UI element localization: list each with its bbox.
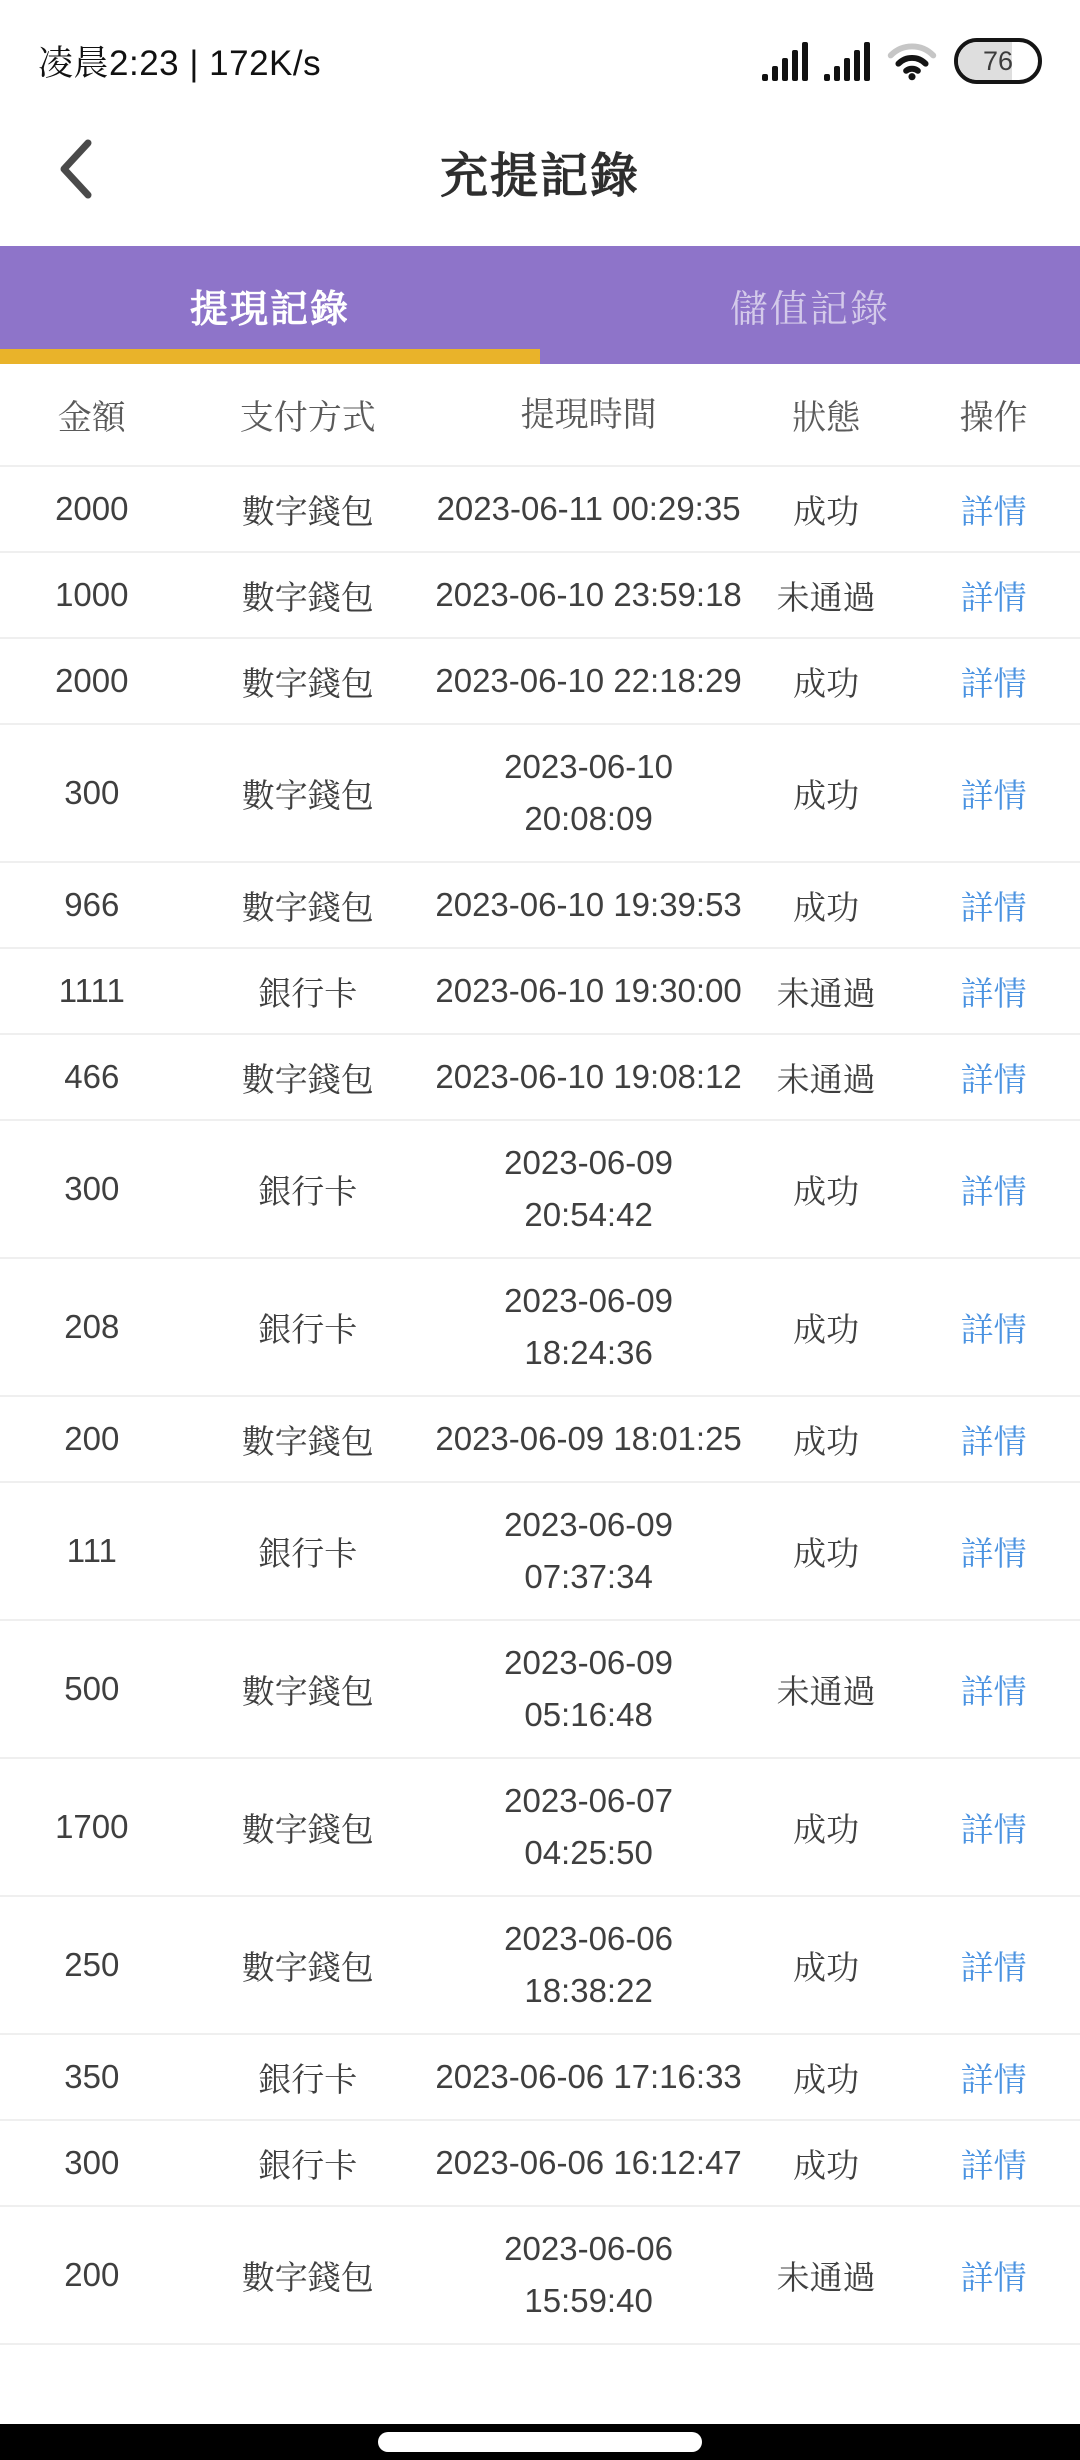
status-cell: 未通過 [776,2258,876,2296]
time-cell: 2023-06-06 18:38:22 [504,1920,673,2009]
nav-header [0,96,1080,246]
method-cell: 數字錢包 [241,578,374,616]
method-cell: 數字錢包 [241,664,374,702]
system-navigation-bar [0,2424,1080,2460]
time-cell: 2023-06-06 17:16:33 [435,2058,742,2095]
detail-link[interactable]: 詳情 [960,664,1027,702]
table-row [0,2121,1080,2207]
time-cell: 2023-06-09 18:01:25 [435,1420,742,1457]
status-cell: 成功 [793,1172,860,1210]
detail-link[interactable]: 詳情 [960,1310,1027,1348]
amount-cell: 1111 [58,972,125,1009]
back-chevron-icon [56,137,96,206]
status-cell: 成功 [793,1422,860,1460]
method-cell: 數字錢包 [241,1810,374,1848]
detail-link[interactable]: 詳情 [960,1534,1027,1572]
table-row [0,1259,1080,1397]
amount-cell: 966 [64,886,120,923]
time-cell: 2023-06-10 19:39:53 [435,886,742,923]
amount-cell: 2000 [55,662,129,699]
tab-deposit-label: 儲值記錄 [729,288,890,331]
status-cell: 未通過 [776,578,876,616]
amount-cell: 350 [64,2058,120,2095]
status-cell: 未通過 [776,1060,876,1098]
time-cell: 2023-06-09 20:54:42 [504,1144,673,1233]
method-cell: 數字錢包 [241,492,374,530]
page-title: 充提記錄 [439,149,640,203]
table-row [0,949,1080,1035]
status-cell: 成功 [793,1534,860,1572]
table-row [0,1035,1080,1121]
table-row [0,863,1080,949]
table-row [0,1621,1080,1759]
method-cell: 銀行卡 [258,1534,358,1572]
status-icons [762,37,1042,86]
time-cell: 2023-06-10 19:08:12 [435,1058,742,1095]
amount-cell: 250 [64,1946,120,1983]
detail-link[interactable]: 詳情 [960,1948,1027,1986]
detail-link[interactable]: 詳情 [960,888,1027,926]
amount-cell: 500 [64,1670,120,1707]
table-row [0,467,1080,553]
back-button[interactable] [48,133,104,209]
time-cell: 2023-06-10 20:08:09 [504,748,673,837]
detail-link[interactable]: 詳情 [960,974,1027,1012]
detail-link[interactable]: 詳情 [960,2060,1027,2098]
wifi-icon [886,37,938,86]
method-cell: 銀行卡 [258,974,358,1012]
method-cell: 數字錢包 [241,1060,374,1098]
table-row [0,1121,1080,1259]
status-cell: 未通過 [776,974,876,1012]
amount-cell: 300 [64,1170,120,1207]
status-cell: 成功 [793,2146,860,2184]
amount-cell: 200 [64,1420,120,1457]
detail-link[interactable]: 詳情 [960,1672,1027,1710]
tab-withdraw-label: 提現記錄 [189,288,350,331]
table-row [0,1397,1080,1483]
method-cell: 數字錢包 [241,2258,374,2296]
status-cell: 成功 [793,888,860,926]
cellular-signal-icon-sim2 [824,41,870,81]
battery-icon [954,38,1042,84]
time-cell: 2023-06-09 07:37:34 [504,1506,673,1595]
col-header-time: 提現時間 [520,395,657,434]
detail-link[interactable]: 詳情 [960,776,1027,814]
table-header-row [0,364,1080,467]
table-row [0,1897,1080,2035]
amount-cell: 208 [64,1308,120,1345]
time-cell: 2023-06-10 19:30:00 [435,972,742,1009]
col-header-method: 支付方式 [239,399,376,437]
method-cell: 數字錢包 [241,1672,374,1710]
detail-link[interactable]: 詳情 [960,2146,1027,2184]
home-indicator[interactable] [378,2432,702,2452]
table-row [0,2207,1080,2345]
cellular-signal-icon-sim1 [762,41,808,81]
status-cell: 成功 [793,1310,860,1348]
col-header-amount: 金額 [57,399,126,437]
time-cell: 2023-06-09 05:16:48 [504,1644,673,1733]
status-time-speed: 凌晨2:23 | 172K/s [38,44,322,83]
amount-cell: 1000 [55,576,129,613]
battery-percent: 76 [982,45,1014,76]
amount-cell: 111 [66,1532,117,1569]
time-cell: 2023-06-06 15:59:40 [504,2230,673,2319]
amount-cell: 2000 [55,490,129,527]
table-row [0,725,1080,863]
detail-link[interactable]: 詳情 [960,492,1027,530]
tab-bar [0,246,1080,364]
table-row [0,639,1080,725]
status-cell: 成功 [793,664,860,702]
status-bar [0,0,1080,96]
status-cell: 成功 [793,776,860,814]
status-cell: 成功 [793,1810,860,1848]
withdraw-records-table [0,364,1080,2345]
detail-link[interactable]: 詳情 [960,2258,1027,2296]
amount-cell: 466 [64,1058,120,1095]
time-cell: 2023-06-06 16:12:47 [435,2144,742,2181]
detail-link[interactable]: 詳情 [960,1810,1027,1848]
table-row [0,1759,1080,1897]
method-cell: 銀行卡 [258,2060,358,2098]
method-cell: 銀行卡 [258,1310,358,1348]
time-cell: 2023-06-09 18:24:36 [504,1282,673,1371]
detail-link[interactable]: 詳情 [960,1172,1027,1210]
table-row [0,1483,1080,1621]
amount-cell: 300 [64,2144,120,2181]
status-cell: 成功 [793,1948,860,1986]
detail-link[interactable]: 詳情 [960,578,1027,616]
time-cell: 2023-06-10 23:59:18 [435,576,742,613]
method-cell: 數字錢包 [241,888,374,926]
method-cell: 數字錢包 [241,1422,374,1460]
status-cell: 成功 [793,492,860,530]
tab-withdraw-records[interactable] [0,246,540,364]
detail-link[interactable]: 詳情 [960,1060,1027,1098]
time-cell: 2023-06-07 04:25:50 [504,1782,673,1871]
amount-cell: 200 [64,2256,120,2293]
table-row [0,2035,1080,2121]
time-cell: 2023-06-10 22:18:29 [435,662,742,699]
amount-cell: 1700 [55,1808,129,1845]
amount-cell: 300 [64,774,120,811]
table-body [0,467,1080,2345]
active-tab-underline [0,349,540,364]
time-cell: 2023-06-11 00:29:35 [436,490,741,527]
col-header-action: 操作 [959,399,1028,437]
method-cell: 銀行卡 [258,1172,358,1210]
method-cell: 數字錢包 [241,776,374,814]
detail-link[interactable]: 詳情 [960,1422,1027,1460]
method-cell: 銀行卡 [258,2146,358,2184]
status-cell: 未通過 [776,1672,876,1710]
col-header-status: 狀態 [792,399,861,437]
method-cell: 數字錢包 [241,1948,374,1986]
table-row [0,553,1080,639]
status-cell: 成功 [793,2060,860,2098]
tab-deposit-records[interactable] [540,246,1080,364]
